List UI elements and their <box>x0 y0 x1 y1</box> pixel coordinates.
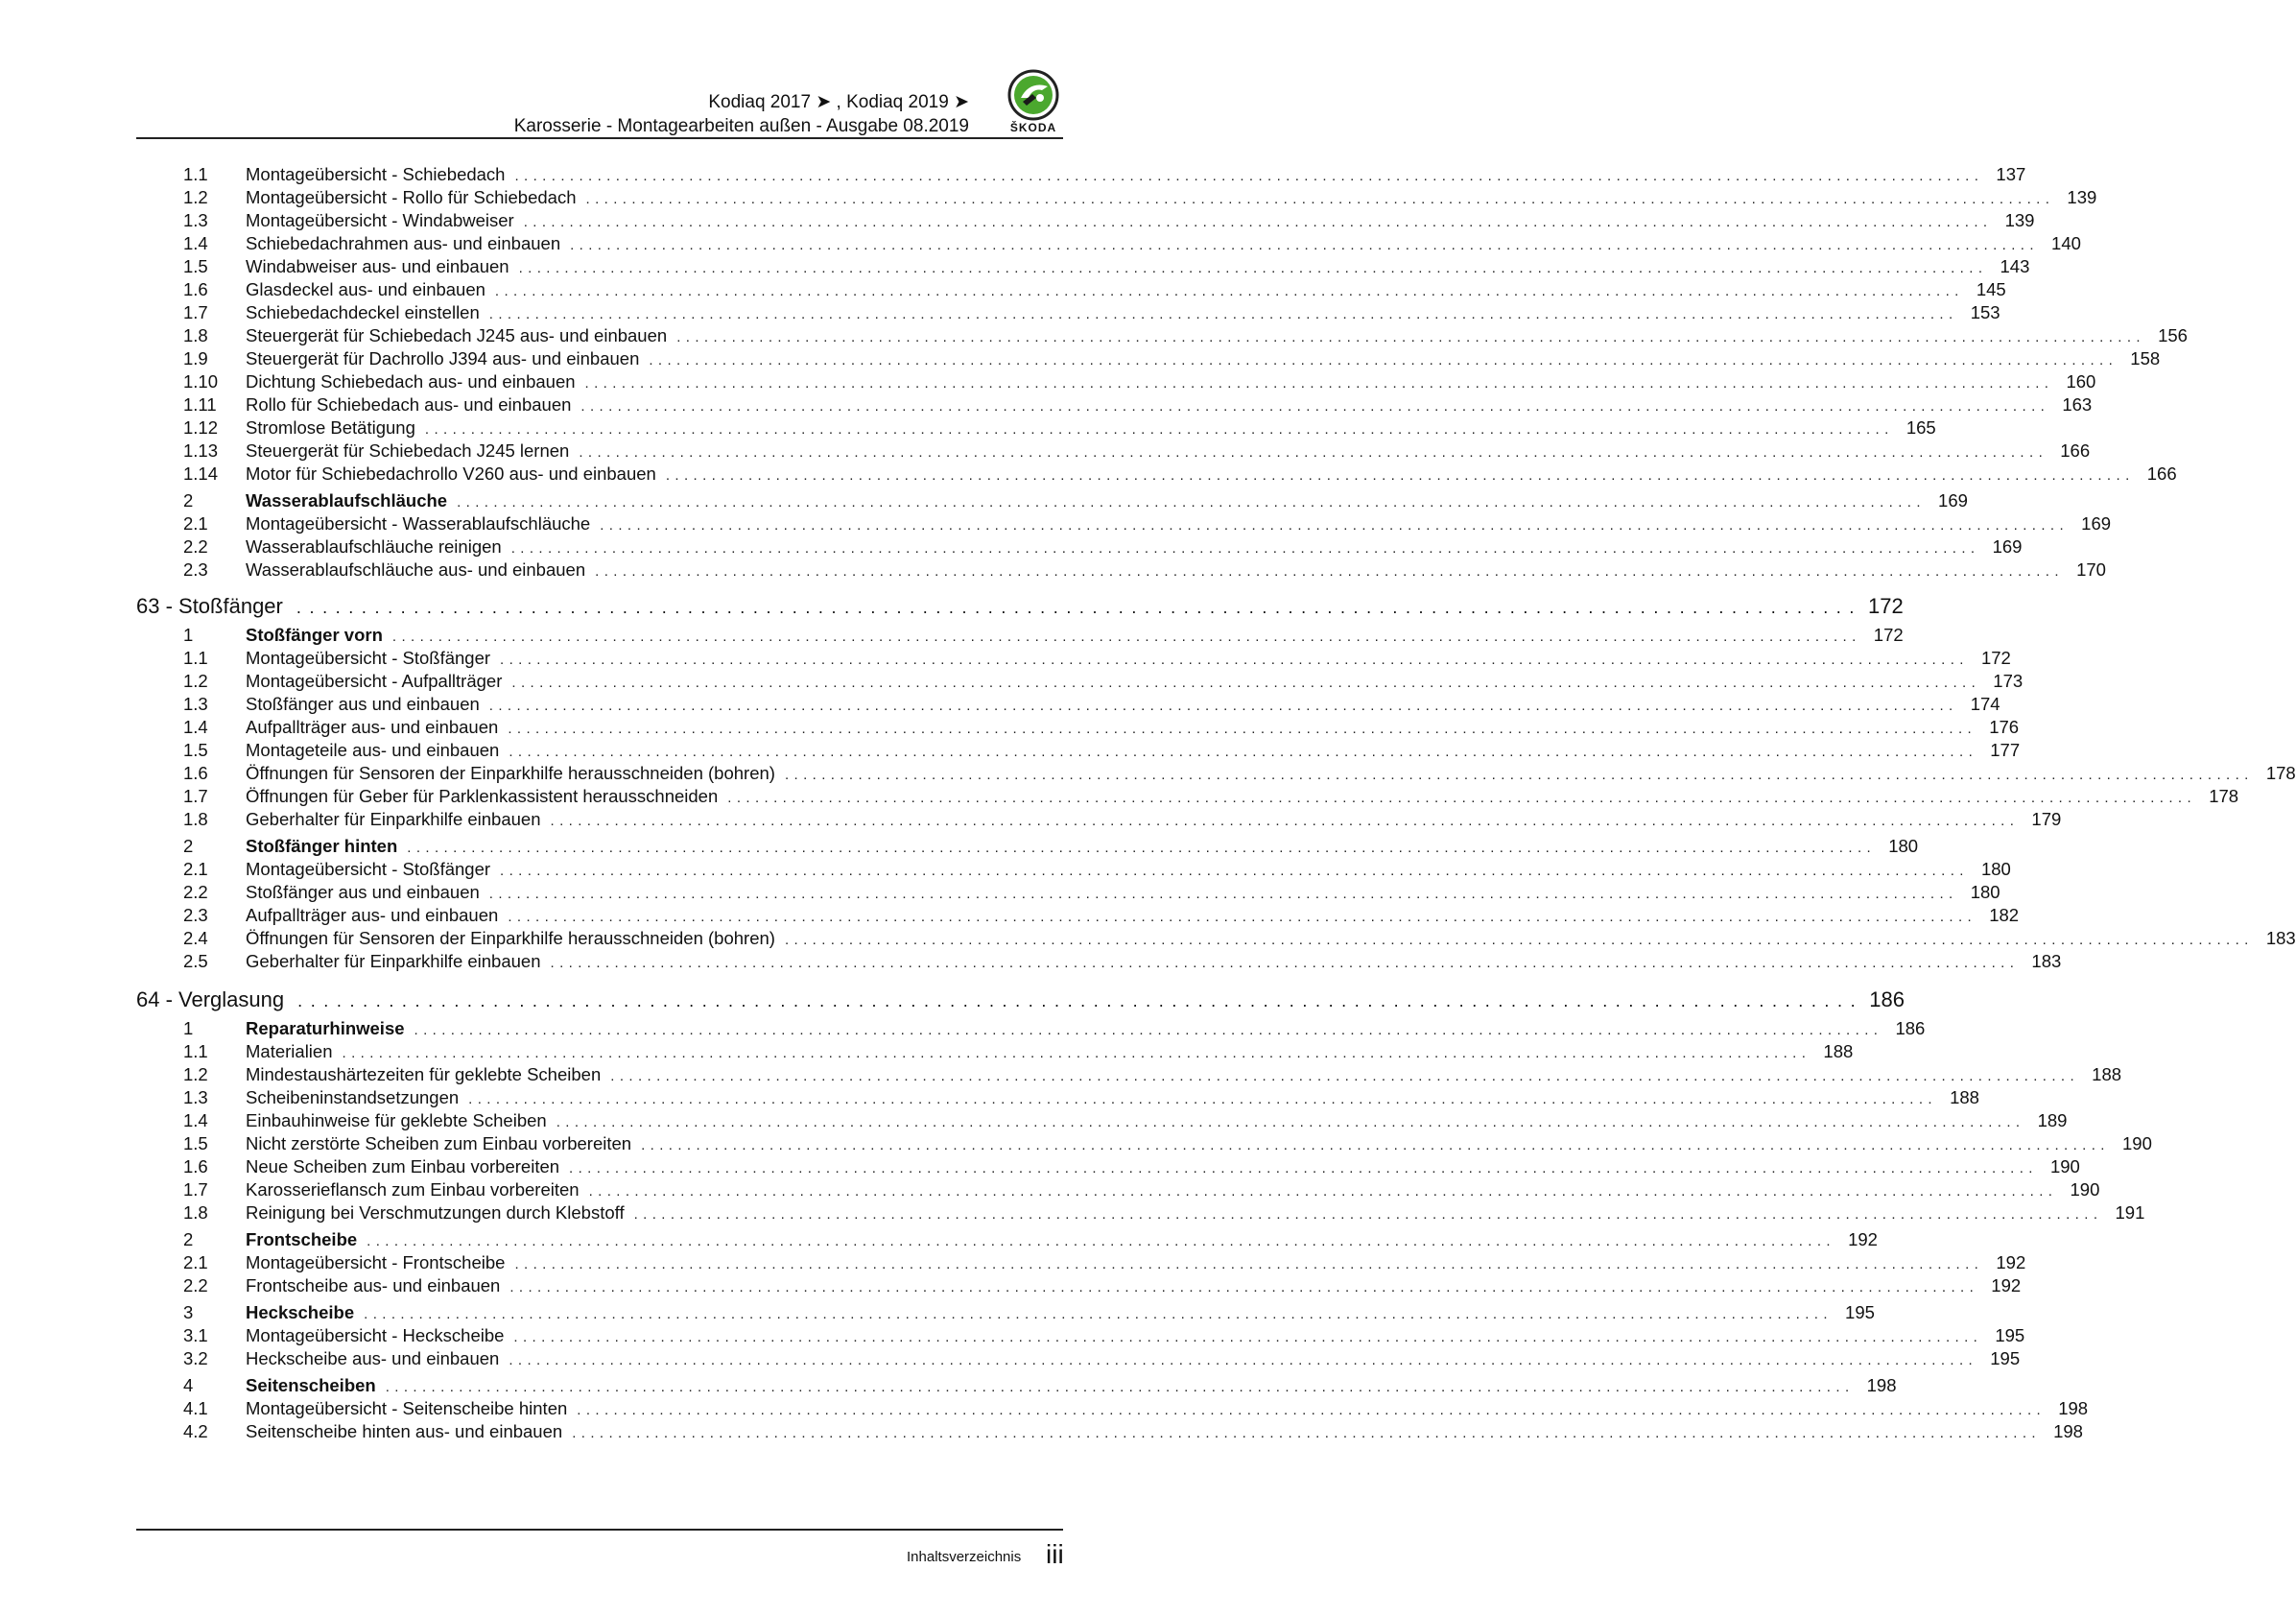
vehicle-models: Kodiaq 2017 ➤ , Kodiaq 2019 ➤ <box>708 92 969 112</box>
entry-number: 1.7 <box>183 786 208 806</box>
footer-label: Inhaltsverzeichnis <box>907 1549 1022 1565</box>
entry-title: Materialien <box>246 1041 333 1061</box>
entry-title: Steuergerät für Dachrollo J394 aus- und einbauen <box>246 348 640 368</box>
entry-page-number: 172 <box>1873 625 1904 645</box>
entry-title: Steuergerät für Schiebedach J245 aus- und einbauen <box>246 325 668 345</box>
entry-number: 1.3 <box>183 210 208 230</box>
dot-leader: ................................................................................................................................................................ <box>513 1329 1983 1345</box>
entry-page-number: 195 <box>1990 1348 2021 1368</box>
dot-leader: ................................................................................................................................................................ <box>550 813 2020 829</box>
dot-leader: ................................................................................................................................................................ <box>518 260 1988 276</box>
entry-page-number: 180 <box>1980 859 2011 879</box>
entry-page-number: 195 <box>1995 1325 2025 1345</box>
entry-number: 2 <box>183 836 194 856</box>
entry-title: Montageübersicht - Rollo für Schiebedach <box>246 187 577 207</box>
dot-leader: ................................................................................................................................................................ <box>610 1068 2080 1084</box>
entry-page-number: 188 <box>1823 1041 1854 1061</box>
dot-leader: ................................................................................................................................................................ <box>600 517 2070 534</box>
dot-leader: ................................................................................................................................................................ <box>585 191 2055 207</box>
entry-number: 1.4 <box>183 1110 208 1130</box>
entry-number: 2.3 <box>183 559 208 580</box>
dot-leader: ................................................................................................................................................................ <box>509 1352 1978 1368</box>
entry-title: Montageübersicht - Frontscheibe <box>246 1252 506 1272</box>
entry-title: Nicht zerstörte Scheiben zum Einbau vorbereiten <box>246 1133 632 1153</box>
chapter-page-number: 186 <box>1869 987 1905 1011</box>
dot-leader: ................................................................................................................................................................ <box>508 721 1977 737</box>
entry-title: Geberhalter für Einparkhilfe einbauen <box>246 809 541 829</box>
dot-leader: ................................................................................................................................................................ <box>468 1091 1937 1107</box>
dot-leader: ................................................................................................................................................................ <box>556 1114 2025 1130</box>
chapter-page-number: 172 <box>1868 594 1904 618</box>
entry-title: Glasdeckel aus- und einbauen <box>246 279 485 299</box>
entry-page-number: 169 <box>1992 536 2023 557</box>
entry-page-number: 139 <box>2067 187 2097 207</box>
entry-page-number: 191 <box>2115 1202 2145 1223</box>
dot-leader: ................................................................................................................................................................ <box>784 932 2254 948</box>
dot-leader: ................................................................................................................................................................ <box>342 1045 1811 1061</box>
entry-title: Schiebedachrahmen aus- und einbauen <box>246 233 561 253</box>
entry-title: Stoßfänger aus und einbauen <box>246 694 480 714</box>
entry-page-number: 182 <box>1989 905 2020 925</box>
entry-number: 1.1 <box>183 164 208 184</box>
dot-leader: ................................................................................................................................................................ <box>424 421 1894 438</box>
entry-number: 1.13 <box>183 440 219 461</box>
entry-title: Dichtung Schiebedach aus- und einbauen <box>246 371 576 392</box>
entry-title: Stoßfänger vorn <box>246 625 383 645</box>
entry-number: 4.1 <box>183 1398 208 1418</box>
entry-number: 2.1 <box>183 513 208 534</box>
footer-page-number: iii <box>1046 1539 1064 1569</box>
chapter-title: 63 - Stoßfänger <box>136 594 283 618</box>
entry-page-number: 198 <box>2058 1398 2089 1418</box>
entry-number: 1.7 <box>183 302 208 322</box>
entry-page-number: 190 <box>2070 1179 2100 1200</box>
dot-leader: ................................................................................................................................................................ <box>488 886 1958 902</box>
dot-leader: ................................................................................................................................................................ <box>500 863 1969 879</box>
entry-number: 2 <box>183 490 194 511</box>
entry-page-number: 173 <box>1993 671 2024 691</box>
entry-page-number: 195 <box>1845 1302 1875 1322</box>
dot-leader: ................................................................................................................................................................ <box>641 1137 2110 1153</box>
entry-number: 1 <box>183 1018 194 1038</box>
entry-number: 1.6 <box>183 763 208 783</box>
dot-leader: ................................................................................................................................................................ <box>457 494 1926 511</box>
entry-page-number: 177 <box>1990 740 2021 760</box>
entry-page-number: 153 <box>1970 302 2000 322</box>
entry-number: 1.1 <box>183 648 208 668</box>
entry-number: 1 <box>183 625 194 645</box>
dot-leader: ................................................................................................................................................................ <box>391 629 1861 645</box>
dot-leader: ................................................................................................................................................................ <box>414 1022 1883 1038</box>
entry-number: 1.6 <box>183 279 208 299</box>
entry-page-number: 183 <box>2265 928 2296 948</box>
entry-number: 2.1 <box>183 1252 208 1272</box>
dot-leader: ................................................................................................................................................................ <box>577 1402 2047 1418</box>
dot-leader: ................................................................................................................................................................ <box>407 840 1877 856</box>
entry-number: 1.1 <box>183 1041 208 1061</box>
entry-number: 3 <box>183 1302 194 1322</box>
dot-leader: ................................................................................................................................................................ <box>570 237 2039 253</box>
entry-page-number: 170 <box>2076 559 2106 580</box>
dot-leader: ................................................................................................................................................................ <box>550 955 2020 971</box>
dot-leader: ................................................................................................................................................................ <box>367 1233 1835 1249</box>
entry-title: Frontscheibe <box>246 1229 358 1249</box>
entry-number: 1.8 <box>183 325 208 345</box>
entry-page-number: 190 <box>2049 1156 2080 1176</box>
entry-title: Öffnungen für Sensoren der Einparkhilfe herausschneiden (bohren) <box>246 763 775 783</box>
dot-leader: ................................................................................................................................................................ <box>494 283 1964 299</box>
entry-title: Steuergerät für Schiebedach J245 lernen <box>246 440 570 461</box>
entry-number: 1.6 <box>183 1156 208 1176</box>
entry-page-number: 169 <box>2081 513 2112 534</box>
entry-number: 1.10 <box>183 371 219 392</box>
entry-page-number: 174 <box>1970 694 2000 714</box>
entry-page-number: 137 <box>1996 164 2026 184</box>
entry-page-number: 180 <box>1888 836 1919 856</box>
entry-number: 1.2 <box>183 1064 208 1084</box>
entry-number: 1.4 <box>183 233 208 253</box>
entry-number: 2.2 <box>183 1275 208 1295</box>
entry-page-number: 140 <box>2051 233 2081 253</box>
entry-page-number: 165 <box>1905 417 1936 438</box>
entry-page-number: 188 <box>1950 1087 1979 1107</box>
dot-leader: ................................................................................................................................................................ <box>488 306 1958 322</box>
entry-page-number: 179 <box>2031 809 2062 829</box>
entry-title: Montageübersicht - Heckscheibe <box>246 1325 505 1345</box>
entry-number: 1.2 <box>183 187 208 207</box>
entry-title: Montageübersicht - Schiebedach <box>246 164 506 184</box>
entry-number: 4.2 <box>183 1421 208 1441</box>
entry-number: 1.8 <box>183 1202 208 1223</box>
dot-leader: ................................................................................................................................................................ <box>569 1160 2038 1176</box>
dot-leader: ................................................................................................................................................................ <box>523 214 1993 230</box>
entry-page-number: 186 <box>1895 1018 1926 1038</box>
dot-leader: ................................................................................................................................................................ <box>633 1206 2103 1223</box>
entry-number: 2.3 <box>183 905 208 925</box>
entry-title: Seitenscheibe hinten aus- und einbauen <box>246 1421 563 1441</box>
entry-title: Neue Scheiben zum Einbau vorbereiten <box>246 1156 560 1176</box>
entry-page-number: 192 <box>1996 1252 2026 1272</box>
entry-page-number: 145 <box>1976 279 2006 299</box>
entry-title: Karosserieflansch zum Einbau vorbereiten <box>246 1179 580 1200</box>
entry-title: Reparaturhinweise <box>246 1018 405 1038</box>
dot-leader: ................................................................................................................................................................ <box>584 375 2054 392</box>
entry-title: Montageübersicht - Stoßfänger <box>246 859 491 879</box>
dot-leader: ................................................................................................................................................................ <box>514 168 1984 184</box>
entry-page-number: 180 <box>1970 882 2000 902</box>
entry-title: Mindestaushärtezeiten für geklebte Scheiben <box>246 1064 602 1084</box>
dot-leader: ................................................................................................................................................................ <box>784 767 2254 783</box>
entry-number: 1.3 <box>183 694 208 714</box>
dot-leader: ................................................................................................................................................................ <box>509 1279 1979 1295</box>
dot-leader: ................................................................................................................................................................ <box>595 563 2064 580</box>
entry-title: Aufpallträger aus- und einbauen <box>246 905 499 925</box>
entry-page-number: 160 <box>2066 371 2096 392</box>
entry-number: 1.12 <box>183 417 219 438</box>
entry-number: 1.7 <box>183 1179 208 1200</box>
dot-leader: ................................................................................................................................................................ <box>579 444 2048 461</box>
entry-page-number: 192 <box>1848 1229 1878 1249</box>
dot-leader: ................................................................................................................................................................ <box>500 652 1969 668</box>
entry-title: Geberhalter für Einparkhilfe einbauen <box>246 951 541 971</box>
entry-title: Montageübersicht - Windabweiser <box>246 210 514 230</box>
entry-number: 1.5 <box>183 740 208 760</box>
entry-title: Reinigung bei Verschmutzungen durch Klebstoff <box>246 1202 625 1223</box>
entry-number: 1.5 <box>183 256 208 276</box>
manual-subtitle: Karosserie - Montagearbeiten außen - Ausgabe 08.2019 <box>513 116 969 136</box>
chapter-title: 64 - Verglasung <box>136 987 285 1011</box>
entry-page-number: 156 <box>2158 325 2188 345</box>
entry-title: Motor für Schiebedachrollo V260 aus- und einbauen <box>246 463 656 484</box>
dot-leader: ................................................................................................................................................................ <box>510 540 1980 557</box>
entry-page-number: 178 <box>2209 786 2239 806</box>
dot-leader: ................................................................................................................................................................ <box>364 1306 1833 1322</box>
dot-leader: ................................................................................................................................................................ <box>649 352 2118 368</box>
entry-number: 1.9 <box>183 348 208 368</box>
entry-number: 1.14 <box>183 463 219 484</box>
entry-title: Wasserablaufschläuche reinigen <box>246 536 502 557</box>
dot-leader: ................................................................................................................................................................ <box>580 398 2050 415</box>
entry-title: Wasserablaufschläuche <box>246 490 448 511</box>
entry-title: Stoßfänger aus und einbauen <box>246 882 480 902</box>
entry-page-number: 143 <box>2000 256 2030 276</box>
entry-title: Scheibeninstandsetzungen <box>246 1087 460 1107</box>
entry-title: Öffnungen für Geber für Parklenkassistent herausschneiden <box>246 786 719 806</box>
entry-number: 2.4 <box>183 928 208 948</box>
entry-page-number: 189 <box>2037 1110 2068 1130</box>
entry-number: 2.5 <box>183 951 208 971</box>
entry-title: Öffnungen für Sensoren der Einparkhilfe herausschneiden (bohren) <box>246 928 775 948</box>
entry-number: 2 <box>183 1229 194 1249</box>
entry-page-number: 198 <box>2053 1421 2083 1441</box>
entry-title: Wasserablaufschläuche aus- und einbauen <box>246 559 586 580</box>
entry-page-number: 190 <box>2122 1133 2152 1153</box>
entry-number: 1.8 <box>183 809 208 829</box>
entry-page-number: 176 <box>1989 717 2020 737</box>
entry-number: 1.2 <box>183 671 208 691</box>
dot-leader: ................................................................................................................................................................ <box>727 790 2197 806</box>
entry-page-number: 188 <box>2092 1064 2122 1084</box>
entry-title: Frontscheibe aus- und einbauen <box>246 1275 501 1295</box>
entry-page-number: 139 <box>2004 210 2035 230</box>
dot-leader: ................................................................................................................................................................ <box>509 744 1978 760</box>
dot-leader: ........................................................................................................................ <box>296 598 1862 617</box>
entry-title: Montageübersicht - Seitenscheibe hinten <box>246 1398 568 1418</box>
entry-page-number: 169 <box>1938 490 1968 511</box>
entry-title: Einbauhinweise für geklebte Scheiben <box>246 1110 547 1130</box>
entry-title: Montageübersicht - Stoßfänger <box>246 648 491 668</box>
dot-leader: ................................................................................................................................................................ <box>488 698 1958 714</box>
entry-page-number: 172 <box>1980 648 2011 668</box>
entry-title: Heckscheibe <box>246 1302 355 1322</box>
entry-title: Schiebedachdeckel einstellen <box>246 302 480 322</box>
dot-leader: ................................................................................................................................................................ <box>588 1183 2058 1200</box>
entry-number: 2.2 <box>183 882 208 902</box>
entry-page-number: 192 <box>1991 1275 2022 1295</box>
entry-page-number: 166 <box>2146 463 2177 484</box>
dot-leader: ................................................................................................................................................................ <box>511 675 1981 691</box>
entry-page-number: 178 <box>2265 763 2296 783</box>
entry-page-number: 198 <box>1866 1375 1897 1395</box>
dot-leader: ................................................................................................................................................................ <box>665 467 2135 484</box>
entry-title: Seitenscheiben <box>246 1375 376 1395</box>
entry-number: 3.1 <box>183 1325 208 1345</box>
dot-leader: ................................................................................................................................................................ <box>572 1425 2041 1441</box>
entry-title: Aufpallträger aus- und einbauen <box>246 717 499 737</box>
entry-page-number: 183 <box>2031 951 2062 971</box>
entry-number: 1.5 <box>183 1133 208 1153</box>
dot-leader: ................................................................................................................................................................ <box>508 909 1977 925</box>
entry-title: Montageübersicht - Wasserablaufschläuche <box>246 513 591 534</box>
entry-number: 2.1 <box>183 859 208 879</box>
entry-page-number: 163 <box>2062 394 2093 415</box>
entry-page-number: 166 <box>2060 440 2091 461</box>
dot-leader: ................................................................................................................................................................ <box>514 1256 1984 1272</box>
entry-title: Montageübersicht - Aufpallträger <box>246 671 503 691</box>
footer-divider <box>136 1529 1063 1531</box>
entry-number: 3.2 <box>183 1348 208 1368</box>
entry-page-number: 158 <box>2130 348 2161 368</box>
entry-number: 1.11 <box>183 394 217 415</box>
entry-title: Stromlose Betätigung <box>246 417 415 438</box>
entry-title: Windabweiser aus- und einbauen <box>246 256 509 276</box>
entry-title: Rollo für Schiebedach aus- und einbauen <box>246 394 572 415</box>
entry-number: 4 <box>183 1375 194 1395</box>
dot-leader: ................................................................................................................................................................ <box>676 329 2145 345</box>
logo-wordmark: ŠKODA <box>1009 121 1057 134</box>
entry-title: Heckscheibe aus- und einbauen <box>246 1348 500 1368</box>
entry-number: 1.3 <box>183 1087 208 1107</box>
dot-leader: ........................................................................................................................ <box>297 991 1864 1010</box>
entry-number: 1.4 <box>183 717 208 737</box>
entry-title: Stoßfänger hinten <box>246 836 398 856</box>
dot-leader: ................................................................................................................................................................ <box>385 1379 1855 1395</box>
entry-number: 2.2 <box>183 536 208 557</box>
entry-title: Montageteile aus- und einbauen <box>246 740 500 760</box>
